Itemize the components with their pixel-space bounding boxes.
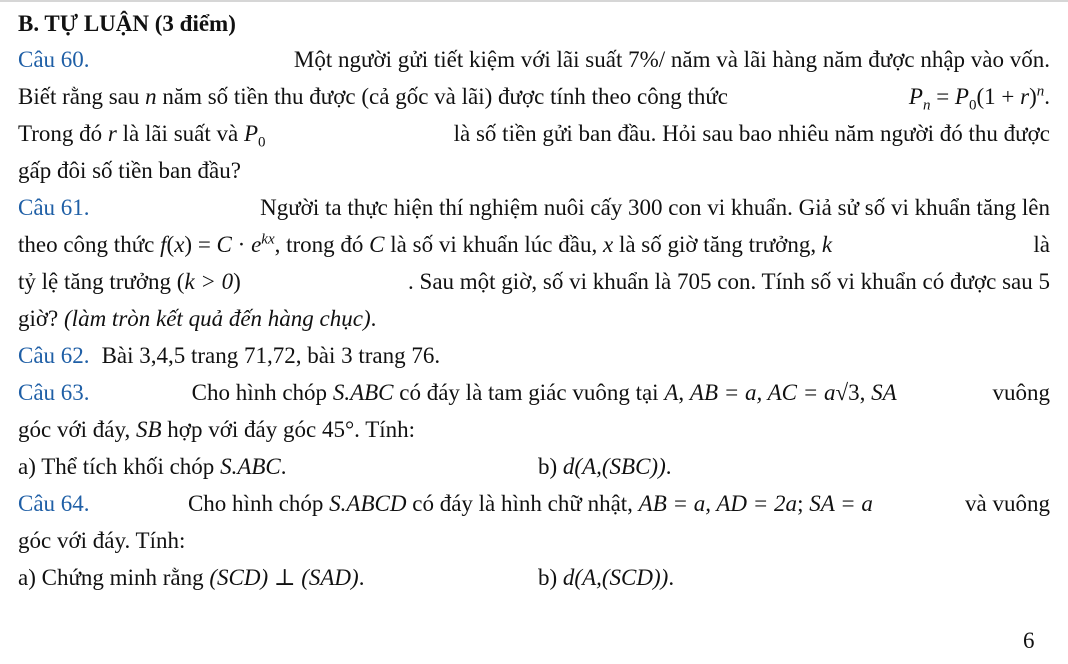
q61-text-2a: theo công thức $f(x) = C \cdot e^{kx}$, trong đó C là số vi khuẩn lúc đầu, x là số giờ tăng trưởng, k (18, 231, 833, 257)
q64-parts (18, 559, 1050, 596)
q63-part-b: b) d(A,(SBC)). (538, 454, 672, 479)
page-number: 6 (1023, 628, 1035, 653)
q61-label: Câu 61. (18, 195, 90, 220)
q64-text-1a: Cho hình chóp S.ABCD có đáy là hình chữ nhật, AB = a, AD = 2a; SA = a (187, 491, 873, 516)
section-title: B. TỰ LUẬN (3 điểm) (18, 11, 236, 36)
q61-line-4: giờ? (làm tròn kết quả đến hàng chục). (18, 306, 377, 331)
q61-text-1: Người ta thực hiện thí nghiệm nuôi cấy 300 con vi khuẩn. Giả sử số vi khuẩn tăng lên (260, 195, 1050, 220)
q64-part-b: b) d(A,(SCD)). (538, 565, 675, 590)
q63-text-1a: Cho hình chóp S.ABC có đáy là tam giác vuông tại A, AB = a, AC = a√3, SA (191, 380, 897, 405)
q60-line-2 (18, 78, 1050, 115)
top-rule (0, 0, 1068, 2)
q60-text-2: Biết rằng sau n năm số tiền thu được (cả gốc và lãi) được tính theo công thức (18, 84, 734, 109)
q60-text-3: Trong đó r là lãi suất và $P_0$ (18, 121, 266, 151)
q63-text-1b: vuông (986, 380, 1050, 405)
q61-line-3 (18, 263, 1050, 300)
q64-part-a: a) Chứng minh rằng (SCD) ⊥ (SAD). (18, 565, 365, 590)
q63-part-a: a) Thể tích khối chóp S.ABC. (18, 454, 287, 479)
q63-line-2: góc với đáy, SB hợp với đáy góc 45°. Tính: (18, 417, 416, 442)
compound-interest-formula: $P_n = P_0(1 + r)^n$. (908, 83, 1050, 114)
growth-formula: $f(x) = C \cdot e^{kx}$ (160, 231, 275, 257)
q60-label: Câu 60. (18, 47, 90, 72)
q61-line-2 (18, 226, 1050, 263)
q61-text-3b: . Sau một giờ, số vi khuẩn là 705 con. Tính số vi khuẩn có được sau 5 (408, 269, 1050, 294)
q60-text-1: Một người gửi tiết kiệm với lãi suất 7%/ năm và lãi hàng năm được nhập vào vốn. (293, 47, 1050, 72)
q62-text: Bài 3,4,5 trang 71,72, bài 3 trang 76. (101, 343, 441, 368)
q63-parts (18, 448, 1050, 485)
q62-line-1 (18, 337, 1050, 374)
q63-label: Câu 63. (18, 380, 90, 405)
q61-text-2b: là (1027, 232, 1050, 257)
q64-label: Câu 64. (18, 491, 90, 516)
q64-line-1 (18, 485, 1050, 522)
q63-line-1 (18, 374, 1050, 411)
q61-line-1 (18, 189, 1050, 226)
q60-text-3b: là số tiền gửi ban đầu. Hỏi sau bao nhiêu năm người đó thu được (447, 121, 1050, 146)
q64-text-1b: và vuông (959, 491, 1050, 516)
q62-label: Câu 62. (18, 343, 90, 368)
q60-line-3 (18, 115, 1050, 152)
document-page (18, 5, 1050, 596)
q64-line-2: góc với đáy. Tính: (18, 528, 186, 553)
q60-line-4: gấp đôi số tiền ban đầu? (18, 158, 241, 183)
q60-line-1 (18, 41, 1050, 78)
q61-text-3a: tỷ lệ tăng trưởng (k > 0) (18, 269, 241, 294)
